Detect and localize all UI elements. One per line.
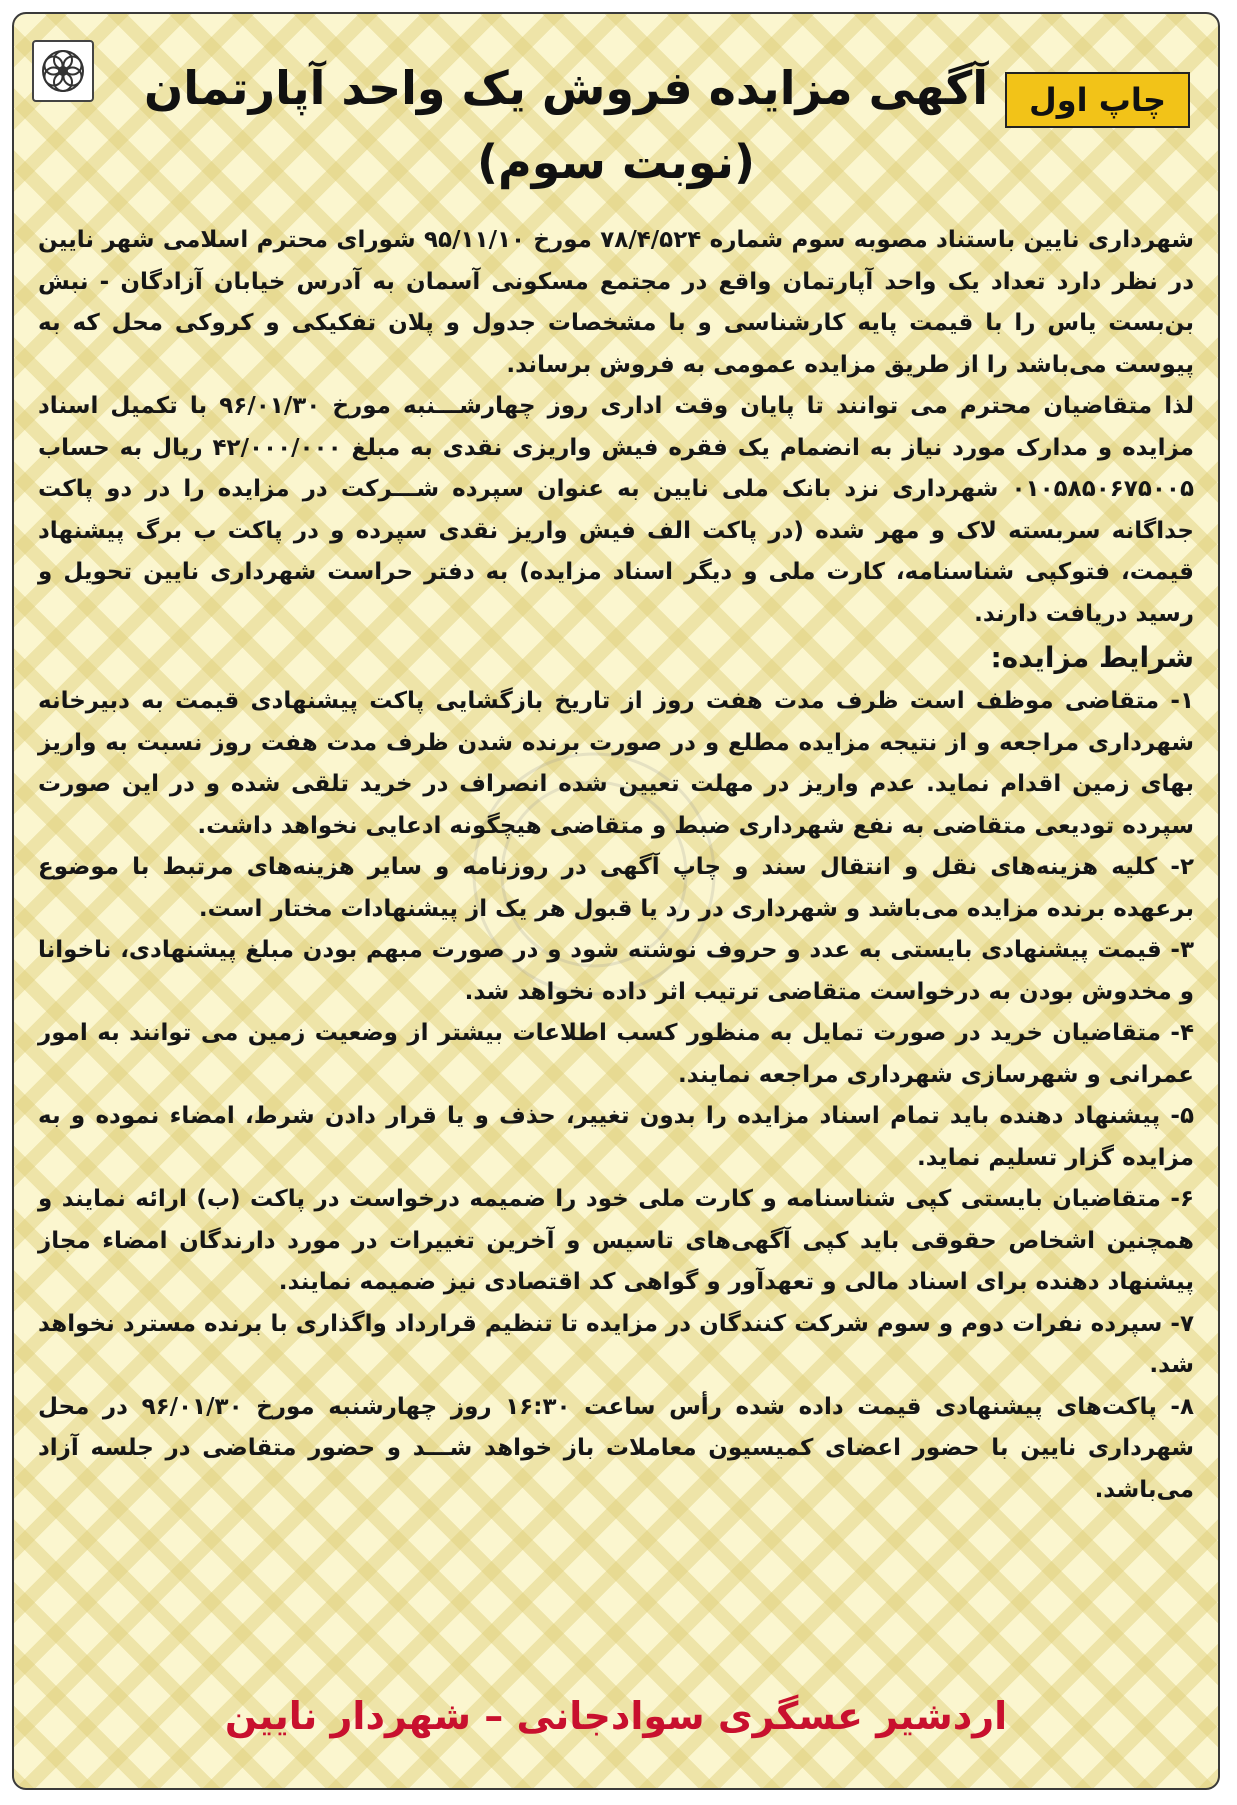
- condition-item-6: ۶- متقاضیان بایستی کپی شناسنامه و کارت ملی خود را ضمیمه درخواست در پاکت (ب) ارائه نمایند و همچنین اشخاص حقوقی باید کپی آگهی‌های تاسیس و آخرین تغییرات در مورد دارندگان امضاء مجاز پیشنهاد دهنده برای اسناد مالی و تعهدآور و گواهی کد اقتصادی نیز ضمیمه نمایند.: [38, 1186, 1194, 1295]
- municipality-emblem-icon: [32, 40, 94, 102]
- intro-paragraph: شهرداری نایین باستناد مصوبه سوم شماره ۷۸/۴/۵۲۴ مورخ ۹۵/۱۱/۱۰ شورای محترم اسلامی شهر نایین در نظر دارد تعداد یک واحد آپارتمان واقع در مجتمع مسکونی آسمان به آدرس خیابان آزادگان - نبش بن‌بست یاس را با قیمت پایه کارشناسی و با مشخصات جدول و پلان تفکیکی و کروکی محل که به پیوست می‌باشد را از طریق مزایده عمومی به فروش برساند.: [38, 227, 1194, 378]
- signature-line: اردشیر عسگری سوادجانی – شهردار نایین: [224, 1694, 1008, 1738]
- ad-header: [14, 32, 1218, 202]
- condition-item-7: ۷- سپرده نفرات دوم و سوم شرکت کنندگان در مزایده تا تنظیم قرارداد واگذاری با برنده مسترد نخواهد شد.: [38, 1310, 1194, 1378]
- condition-item-4: ۴- متقاضیان خرید در صورت تمایل به منظور کسب اطلاعات بیشتر از وضعیت زمین می توانند به امور عمرانی و شهرسازی شهرداری مراجعه نمایند.: [38, 1020, 1194, 1088]
- conditions-heading: شرایط مزایده:: [990, 641, 1194, 674]
- condition-item-8: ۸- پاکت‌های پیشنهادی قیمت داده شده رأس ساعت ۱۶:۳۰ روز چهارشنبه مورخ ۹۶/۰۱/۳۰ در محل شهرداری نایین با حضور اعضای کمیسیون معاملات باز خواهد شـــد و حضور متقاضی در جلسه آزاد می‌باشد.: [38, 1393, 1195, 1503]
- condition-item-3: ۳- قیمت پیشنهادی بایستی به عدد و حروف نوشته شود و در صورت مبهم بودن مبلغ پیشنهادی، ناخوانا و مخدوش بودن به درخواست متقاضی ترتیب اثر داده نخواهد شد.: [38, 937, 1194, 1005]
- submission-paragraph: لذا متقاضیان محترم می توانند تا پایان وقت اداری روز چهارشـــنبه مورخ ۹۶/۰۱/۳۰ با تکمیل اسناد مزایده و مدارک مورد نیاز به انضمام یک فقره فیش واریزی نقدی به مبلغ ۴۲/۰۰۰/۰۰۰ ریال به حساب ۰۱۰۵۸۵۰۶۷۵۰۰۵ شهرداری نزد بانک ملی نایین به عنوان سپرده شـــرکت در مزایده را در دو پاکت جداگانه سربسته لاک و مهر شده (در پاکت الف فیش واریز نقدی سپرده و در پاکت ب برگ پیشنهاد قیمت، فتوکپی شناسنامه، کارت ملی و دیگر اسناد مزایده) به دفتر حراست شهرداری نایین تحویل و رسید دریافت دارند.: [38, 393, 1194, 627]
- condition-item-2: ۲- کلیه هزینه‌های نقل و انتقال سند و چاپ آگهی در روزنامه و سایر هزینه‌های مرتبط با موضوع برعهده برنده مزایده می‌باشد و شهرداری در رد یا قبول هر یک از پیشنهادات مختار است.: [38, 854, 1194, 922]
- first-print-badge: چاپ اول: [1005, 72, 1190, 128]
- ad-body: [38, 220, 1194, 1511]
- page-subtitle: (نوبت سوم): [477, 135, 755, 189]
- condition-item-5: ۵- پیشنهاد دهنده باید تمام اسناد مزایده را بدون تغییر، حذف و یا قرار دادن شرط، امضاء نموده و به مزایده گزار تسلیم نماید.: [38, 1103, 1194, 1171]
- advertisement-page: [12, 12, 1220, 1790]
- page-title: آگهی مزایده فروش یک واحد آپارتمان: [143, 61, 988, 115]
- condition-item-1: ۱- متقاضی موظف است ظرف مدت هفت روز از تاریخ بازگشایی پاکت پیشنهادی قیمت به دبیرخانه شهرداری مراجعه و از نتیجه مزایده مطلع و در صورت برنده شدن ظرف مدت هفت روز نسبت به واریز بهای زمین اقدام نماید. عدم واریز در مهلت تعیین شده انصراف در خرید تلقی شده و در این صورت سپرده تودیعی متقاضی به نفع شهرداری ضبط و متقاضی هیچگونه ادعایی نخواهد داشت.: [38, 688, 1194, 839]
